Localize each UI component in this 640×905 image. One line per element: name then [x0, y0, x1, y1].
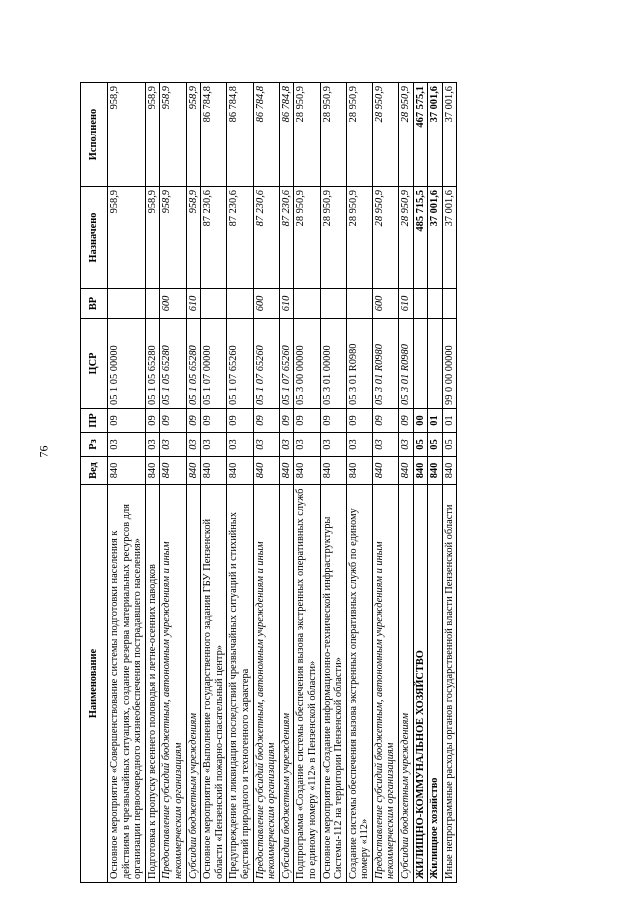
cell-executed: 28 950,9	[294, 83, 320, 187]
cell-assigned: 958,9	[186, 187, 201, 289]
cell-assigned: 87 230,6	[227, 187, 253, 289]
header-assigned: Назначено	[81, 187, 108, 289]
cell-pr: 09	[320, 409, 346, 433]
header-csr: ЦСР	[81, 319, 108, 409]
cell-csr: 05 3 01 R0980	[372, 319, 398, 409]
cell-vr	[346, 289, 372, 319]
cell-executed: 28 950,9	[346, 83, 372, 187]
cell-assigned: 87 230,6	[253, 187, 279, 289]
cell-csr: 05 1 05 00000	[108, 319, 146, 409]
cell-assigned: 37 001,6	[428, 187, 443, 289]
cell-rz: 03	[399, 433, 414, 457]
rotated-page	[80, 83, 630, 883]
cell-name: Субсидии бюджетным учреждениям	[279, 485, 294, 883]
cell-rz: 05	[442, 433, 457, 457]
cell-ved: 840	[108, 457, 146, 485]
cell-vr	[413, 289, 428, 319]
cell-vr	[428, 289, 443, 319]
table-row	[186, 83, 201, 883]
header-ved: Вед	[81, 457, 108, 485]
table-header-row	[81, 83, 108, 883]
cell-rz: 03	[108, 433, 146, 457]
cell-executed: 86 784,8	[201, 83, 227, 187]
cell-name: ЖИЛИЩНО-КОММУНАЛЬНОЕ ХОЗЯЙСТВО	[413, 485, 428, 883]
cell-csr: 05 3 01 00000	[320, 319, 346, 409]
cell-csr: 05 1 05 65280	[186, 319, 201, 409]
cell-rz: 03	[372, 433, 398, 457]
cell-name: Основное мероприятие «Совершенствование системы подготовки населения к действиям в чрезвычайных ситуациях, создание резерва материальных ресурсов для организации первоочередного жизнеобеспечения пострадавшего населения»	[108, 485, 146, 883]
cell-vr: 610	[279, 289, 294, 319]
cell-executed: 958,9	[145, 83, 160, 187]
header-vr: ВР	[81, 289, 108, 319]
cell-executed: 958,9	[186, 83, 201, 187]
cell-executed: 958,9	[160, 83, 186, 187]
table-row	[294, 83, 320, 883]
header-executed: Исполнено	[81, 83, 108, 187]
cell-assigned: 958,9	[145, 187, 160, 289]
cell-executed: 37 001,6	[428, 83, 443, 187]
cell-assigned: 28 950,9	[346, 187, 372, 289]
cell-executed: 86 784,8	[253, 83, 279, 187]
cell-ved: 840	[186, 457, 201, 485]
cell-pr: 09	[227, 409, 253, 433]
cell-pr: 09	[372, 409, 398, 433]
table-row	[372, 83, 398, 883]
cell-vr	[201, 289, 227, 319]
cell-ved: 840	[145, 457, 160, 485]
cell-ved: 840	[160, 457, 186, 485]
cell-csr: 05 1 05 65280	[145, 319, 160, 409]
cell-vr	[442, 289, 457, 319]
cell-vr: 610	[399, 289, 414, 319]
cell-name: Предоставление субсидий бюджетным, автономным учреждениям и иным некоммерческим организациям	[372, 485, 398, 883]
cell-rz: 03	[346, 433, 372, 457]
cell-rz: 03	[227, 433, 253, 457]
cell-csr: 05 1 07 65260	[227, 319, 253, 409]
cell-csr: 05 1 07 65260	[279, 319, 294, 409]
cell-executed: 28 950,9	[320, 83, 346, 187]
cell-name: Подпрограмма «Создание системы обеспечения вызова экстренных оперативных служб по единому номеру «112» в Пензенской области»	[294, 485, 320, 883]
cell-csr: 05 1 07 00000	[201, 319, 227, 409]
budget-table	[80, 82, 457, 883]
cell-assigned: 958,9	[160, 187, 186, 289]
cell-rz: 03	[253, 433, 279, 457]
table-row	[346, 83, 372, 883]
cell-pr: 09	[201, 409, 227, 433]
cell-name: Предоставление субсидий бюджетным, автономным учреждениям и иным некоммерческим организациям	[160, 485, 186, 883]
cell-csr: 05 3 01 R0980	[346, 319, 372, 409]
cell-assigned: 87 230,6	[279, 187, 294, 289]
cell-vr: 600	[160, 289, 186, 319]
cell-pr: 01	[428, 409, 443, 433]
cell-ved: 840	[253, 457, 279, 485]
cell-vr: 600	[253, 289, 279, 319]
cell-rz: 05	[428, 433, 443, 457]
cell-pr: 09	[294, 409, 320, 433]
cell-name: Создание системы обеспечения вызова экстренных оперативных служб по единому номеру «112»	[346, 485, 372, 883]
cell-vr: 610	[186, 289, 201, 319]
header-rz: Рз	[81, 433, 108, 457]
cell-vr	[145, 289, 160, 319]
table-row	[279, 83, 294, 883]
cell-rz: 03	[279, 433, 294, 457]
table-row	[145, 83, 160, 883]
cell-pr: 09	[145, 409, 160, 433]
header-name: Наименование	[81, 485, 108, 883]
cell-pr: 09	[399, 409, 414, 433]
table-row	[227, 83, 253, 883]
cell-ved: 840	[413, 457, 428, 485]
cell-ved: 840	[399, 457, 414, 485]
table-row	[399, 83, 414, 883]
cell-rz: 03	[294, 433, 320, 457]
cell-name: Предупреждение и ликвидация последствий чрезвычайных ситуаций и стихийных бедствий природного и техногенного характера	[227, 485, 253, 883]
cell-csr: 99 0 00 00000	[442, 319, 457, 409]
cell-pr: 09	[346, 409, 372, 433]
page-number: 76	[36, 445, 51, 458]
cell-vr	[294, 289, 320, 319]
cell-assigned: 28 950,9	[399, 187, 414, 289]
cell-ved: 840	[294, 457, 320, 485]
cell-pr: 09	[108, 409, 146, 433]
cell-pr: 09	[186, 409, 201, 433]
cell-vr	[108, 289, 146, 319]
cell-name: Жилищное хозяйство	[428, 485, 443, 883]
cell-assigned: 37 001,6	[442, 187, 457, 289]
table-row	[201, 83, 227, 883]
cell-rz: 03	[186, 433, 201, 457]
cell-csr	[428, 319, 443, 409]
cell-name: Основное мероприятие «Выполнение государственного задания ГБУ Пензенской области «Пензенский пожарно-спасательный центр»	[201, 485, 227, 883]
cell-pr: 01	[442, 409, 457, 433]
cell-ved: 840	[346, 457, 372, 485]
cell-rz: 03	[160, 433, 186, 457]
cell-executed: 467 575,1	[413, 83, 428, 187]
cell-name: Субсидии бюджетным учреждениям	[186, 485, 201, 883]
cell-ved: 840	[320, 457, 346, 485]
cell-executed: 86 784,8	[227, 83, 253, 187]
cell-vr	[320, 289, 346, 319]
cell-csr: 05 1 05 65280	[160, 319, 186, 409]
cell-rz: 03	[145, 433, 160, 457]
cell-pr: 09	[279, 409, 294, 433]
cell-vr	[227, 289, 253, 319]
cell-ved: 840	[227, 457, 253, 485]
cell-executed: 28 950,9	[372, 83, 398, 187]
table-row	[160, 83, 186, 883]
cell-rz: 03	[201, 433, 227, 457]
cell-pr: 09	[160, 409, 186, 433]
cell-pr: 09	[253, 409, 279, 433]
cell-pr: 00	[413, 409, 428, 433]
cell-csr: 05 3 01 R0980	[399, 319, 414, 409]
cell-executed: 37 001,6	[442, 83, 457, 187]
cell-name: Подготовка к пропуску весеннего половодья и летне-осенних паводков	[145, 485, 160, 883]
cell-name: Основное мероприятие «Создание информационно-технической инфраструктуры Системы-112 на территории Пензенской области»	[320, 485, 346, 883]
table-row	[428, 83, 443, 883]
cell-name: Субсидии бюджетным учреждениям	[399, 485, 414, 883]
cell-assigned: 87 230,6	[201, 187, 227, 289]
table-row	[320, 83, 346, 883]
cell-name: Предоставление субсидий бюджетным, автономным учреждениям и иным некоммерческим организациям	[253, 485, 279, 883]
cell-rz: 05	[413, 433, 428, 457]
cell-assigned: 28 950,9	[294, 187, 320, 289]
table-row	[413, 83, 428, 883]
cell-csr: 05 3 00 00000	[294, 319, 320, 409]
cell-executed: 28 950,9	[399, 83, 414, 187]
cell-csr	[413, 319, 428, 409]
cell-assigned: 28 950,9	[372, 187, 398, 289]
table-body	[108, 83, 457, 883]
table-row	[253, 83, 279, 883]
cell-executed: 958,9	[108, 83, 146, 187]
cell-ved: 840	[372, 457, 398, 485]
cell-ved: 840	[442, 457, 457, 485]
cell-assigned: 958,9	[108, 187, 146, 289]
cell-ved: 840	[201, 457, 227, 485]
cell-ved: 840	[428, 457, 443, 485]
cell-executed: 86 784,8	[279, 83, 294, 187]
cell-rz: 03	[320, 433, 346, 457]
table-row	[442, 83, 457, 883]
cell-csr: 05 1 07 65260	[253, 319, 279, 409]
cell-name: Иные непрограммные расходы органов государственной власти Пензенской области	[442, 485, 457, 883]
table-row	[108, 83, 146, 883]
header-pr: ПР	[81, 409, 108, 433]
cell-assigned: 485 715,5	[413, 187, 428, 289]
cell-assigned: 28 950,9	[320, 187, 346, 289]
cell-vr: 600	[372, 289, 398, 319]
cell-ved: 840	[279, 457, 294, 485]
